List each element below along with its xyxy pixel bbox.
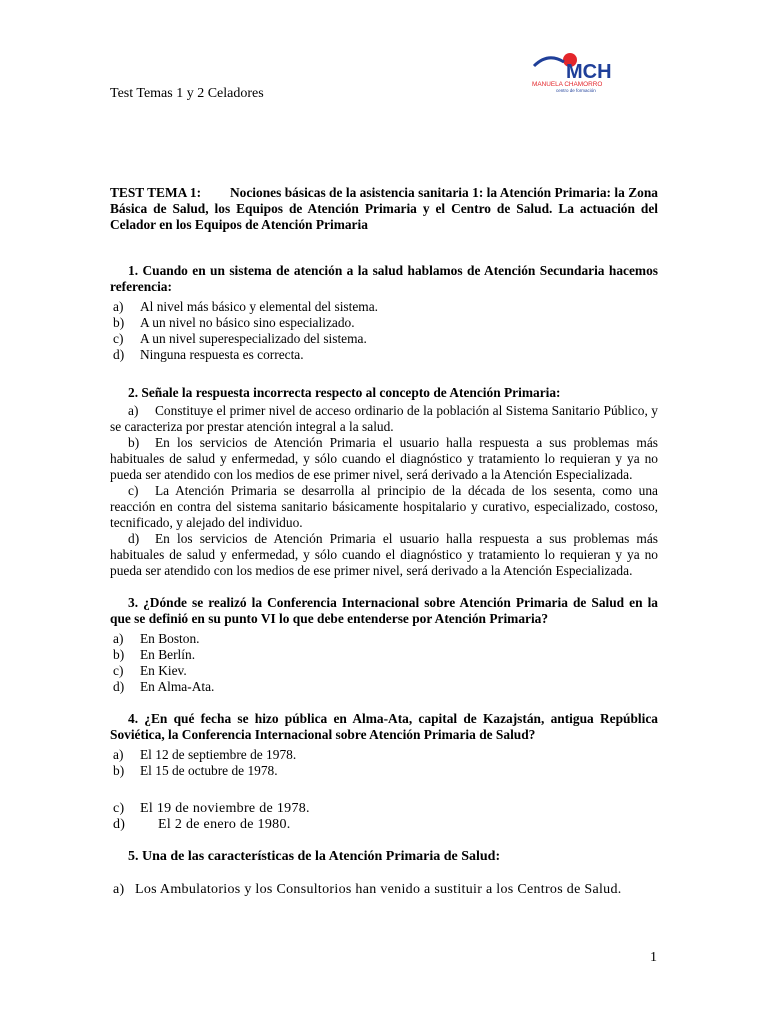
document-header: Test Temas 1 y 2 Celadores [110,86,264,101]
section-heading [110,185,658,233]
option-b: b) En los servicios de Atención Primaria el usuario halla respuesta a sus problemas más habituales de salud y enfermedad, y sólo cuando el diagnóstico y tratamiento lo requieran y ya no pueda ser atendido con los medios de ese primer nivel, será derivado a la Atención Especializada. [110,435,658,482]
question-title: 2. Señale la respuesta incorrecta respecto al concepto de Atención Primaria: [128,385,561,400]
question-1 [110,263,658,363]
section-label: TEST TEMA 1: [110,185,202,200]
option-a: a) Al nivel más básico y elemental del sistema. [113,299,378,314]
question-4 [110,711,658,833]
option-c: c) En Kiev. [113,663,187,678]
question-5 [110,849,658,899]
section-title: Nociones básicas de la asistencia sanitaria 1: la Atención Primaria: la Zona Básica de Salud, los Equipos de Atención Primaria y el Centro de Salud. La actuación del Celador en los Equipos de Atención Primaria [110,185,658,232]
question-title: 4. ¿En qué fecha se hizo pública en Alma-Ata, capital de Kazajstán, antigua República Soviética, la Conferencia Internacional sobre Atención Primaria de Salud? [110,711,658,742]
page-number: 1 [650,950,657,965]
question-title: 1. Cuando en un sistema de atención a la salud hablamos de Atención Secundaria hacemos referencia: [110,263,658,294]
option-b: b) El 15 de octubre de 1978. [113,763,278,778]
option-b: b) A un nivel no básico sino especializado. [113,315,355,330]
logo-subtitle: MANUELA CHAMORRO [532,81,603,88]
logo-tagline: centro de formación [556,88,596,93]
question-title: 5. Una de las características de la Atención Primaria de Salud: [128,849,501,864]
option-b: b) En Berlín. [113,647,196,662]
option-c: c) A un nivel superespecializado del sistema. [113,331,367,346]
logo-letters: MCH [566,61,612,83]
option-d: d) El 2 de enero de 1980. [113,817,291,832]
option-a: a) Constituye el primer nivel de acceso ordinario de la población al Sistema Sanitario Público, y se caracteriza por prestar atención integral a la salud. [110,403,658,434]
test-content [110,185,658,899]
question-title: 3. ¿Dónde se realizó la Conferencia Internacional sobre Atención Primaria de Salud en la que se definió en su punto VI lo que debe entenderse por Atención Primaria? [110,595,658,626]
question-2 [110,385,658,579]
option-c: c) El 19 de noviembre de 1978. [113,801,310,816]
option-a: a) Los Ambulatorios y los Consultorios han venido a sustituir a los Centros de Salud. [113,882,622,897]
option-d: d) Ninguna respuesta es correcta. [113,347,304,362]
option-a: a) El 12 de septiembre de 1978. [113,747,297,762]
option-d: d) En Alma-Ata. [113,679,215,694]
option-a: a) En Boston. [113,631,200,646]
mch-logo [526,48,626,94]
option-c: c) La Atención Primaria se desarrolla al principio de la década de los sesenta, como una reacción en contra del sistema sanitario básicamente hospitalario y curativo, especializado, costoso, tecnificado, y alejado del individuo. [110,483,658,530]
question-3 [110,595,658,695]
option-d: d) En los servicios de Atención Primaria el usuario halla respuesta a sus problemas más habituales de salud y enfermedad, y sólo cuando el diagnóstico y tratamiento lo requieran y ya no pueda ser atendido con los medios de ese primer nivel, será derivado a la Atención Especializada. [110,531,658,578]
